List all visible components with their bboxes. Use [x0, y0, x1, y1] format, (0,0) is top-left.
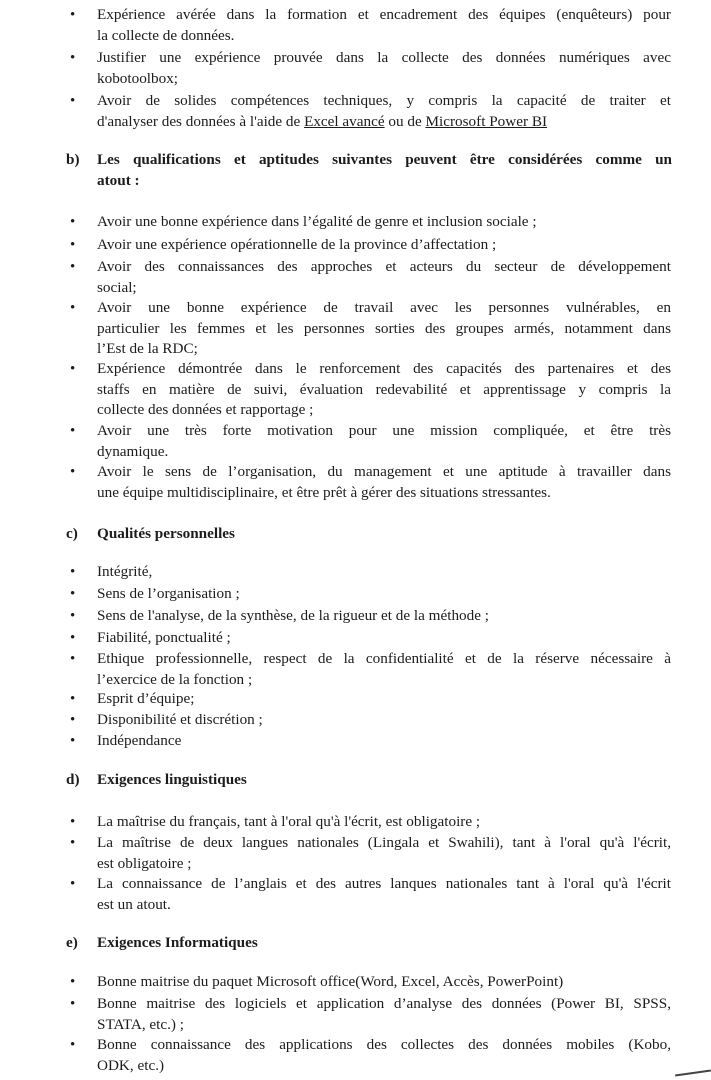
list-item-line: ODK, etc.)	[97, 1056, 165, 1074]
section-title-line: Qualités personnelles	[97, 525, 235, 542]
excel-avance-underlined: Excel avancé	[304, 112, 385, 130]
bullet-glyph: •	[70, 1037, 76, 1053]
list-item-line: Fiabilité, ponctualité ;	[97, 629, 231, 646]
list-item	[70, 462, 671, 503]
bullet-glyph: •	[70, 50, 76, 66]
bullet-glyph: •	[70, 423, 76, 439]
list-item-line: Justifier une expérience prouvée dans la collecte des données numériques avec	[97, 49, 671, 66]
bullet-glyph: •	[70, 259, 76, 275]
section-title	[97, 933, 672, 954]
section-title-line: atout :	[97, 171, 140, 189]
list-item	[70, 731, 671, 752]
list-item-line: Sens de l’organisation ;	[97, 585, 240, 602]
bullet-glyph: •	[70, 733, 76, 749]
list-item-line: Ethique professionnelle, respect de la confidentialité et de la réserve nécessaire à	[97, 650, 671, 667]
list-item	[70, 710, 671, 731]
list-item	[70, 812, 671, 833]
scan-edge-mark	[675, 1070, 711, 1077]
line-text: ou de	[384, 112, 426, 130]
list-item-line: Avoir des connaissances des approches et acteurs du secteur de développement	[97, 258, 671, 275]
bullet-glyph: •	[70, 876, 76, 892]
section-letter: b)	[66, 151, 80, 168]
bullet-glyph: •	[70, 630, 76, 646]
list-item	[70, 689, 671, 710]
list-item	[70, 5, 671, 46]
section-title	[97, 524, 672, 545]
list-item-line: Intégrité,	[97, 563, 153, 580]
list-item	[70, 994, 671, 1035]
bullet-glyph: •	[70, 996, 76, 1012]
bullet-glyph: •	[70, 586, 76, 602]
list-item-line: Sens de l'analyse, de la synthèse, de la rigueur et de la méthode ;	[97, 607, 489, 624]
list-item-line: social;	[97, 278, 137, 296]
list-item-line: particulier les femmes et les personnes sorties des groupes armés, notamment dans	[97, 319, 671, 337]
list-item-line: Avoir une expérience opérationnelle de la province d’affectation ;	[97, 236, 497, 253]
section-letter: e)	[66, 934, 78, 951]
list-item-line: Disponibilité et discrétion ;	[97, 711, 263, 728]
section-title	[97, 150, 672, 191]
bullet-glyph: •	[70, 214, 76, 230]
list-item-line: Bonne connaissance des applications des collectes des données mobiles (Kobo,	[97, 1036, 671, 1053]
list-item	[70, 212, 671, 233]
bullet-glyph: •	[70, 814, 76, 830]
bullet-glyph: •	[70, 464, 76, 480]
list-item-line: Bonne maitrise du paquet Microsoft office(Word, Excel, Accès, PowerPoint)	[97, 973, 564, 990]
list-item	[70, 649, 671, 690]
list-item-line: kobotoolbox;	[97, 69, 179, 87]
bullet-glyph: •	[70, 7, 76, 23]
section-title-line: Les qualifications et aptitudes suivantes peuvent être considérées comme un	[97, 151, 672, 168]
list-item-line: la collecte de données.	[97, 26, 235, 44]
list-item	[70, 298, 671, 360]
list-item-line: Expérience avérée dans la formation et encadrement des équipes (enquêteurs) pour	[97, 6, 671, 23]
list-item-line: est obligatoire ;	[97, 854, 192, 872]
power-bi-underlined: Microsoft Power BI	[425, 112, 548, 130]
list-item	[70, 606, 671, 627]
list-item-line: La connaissance de l’anglais et des autres lanques nationales tant à l'oral qu'à l'écrit	[97, 875, 671, 892]
bullet-glyph: •	[70, 237, 76, 253]
line-text: d'analyser des données à l'aide de	[97, 112, 305, 130]
list-item-line: Expérience démontrée dans le renforcement des capacités des partenaires et des	[97, 360, 671, 377]
list-item-line: staffs en matière de suivi, évaluation redevabilité et apprentissage y compris la	[97, 380, 671, 398]
list-item-line: Bonne maitrise des logiciels et application d’analyse des données (Power BI, SPSS,	[97, 995, 671, 1012]
list-item-line: La maîtrise de deux langues nationales (Lingala et Swahili), tant à l'oral qu'à l'écrit,	[97, 834, 671, 851]
list-item-line: Avoir une bonne expérience de travail avec les personnes vulnérables, en	[97, 299, 671, 316]
bullet-glyph: •	[70, 608, 76, 624]
list-item	[70, 1035, 671, 1076]
bullet-glyph: •	[70, 835, 76, 851]
list-item-line: l’Est de la RDC;	[97, 340, 198, 357]
bullet-glyph: •	[70, 651, 76, 667]
bullet-glyph: •	[70, 974, 76, 990]
list-item-line: est un atout.	[97, 895, 171, 913]
list-item-line: collecte des données et rapportage ;	[97, 401, 314, 418]
list-item-line: La maîtrise du français, tant à l'oral qu'à l'écrit, est obligatoire ;	[97, 813, 481, 830]
section-letter: d)	[66, 771, 80, 788]
list-item-line: Avoir une très forte motivation pour une mission compliquée, et être très	[97, 422, 671, 439]
list-item-line: dynamique.	[97, 442, 169, 460]
section-letter: c)	[66, 525, 78, 542]
bullet-glyph: •	[70, 300, 76, 316]
bullet-glyph: •	[70, 93, 76, 109]
list-item-line: Avoir de solides compétences techniques, y compris la capacité de traiter et	[97, 92, 671, 109]
list-item-line	[97, 112, 671, 133]
list-item-line: une équipe multidisciplinaire, et être prêt à gérer des situations stressantes.	[97, 483, 551, 501]
list-item	[70, 421, 671, 462]
list-item	[70, 628, 671, 649]
list-item-line: l’exercice de la fonction ;	[97, 670, 253, 688]
list-item-line: STATA, etc.) ;	[97, 1015, 184, 1033]
section-title	[97, 770, 672, 791]
bullet-glyph: •	[70, 691, 76, 707]
list-item	[70, 359, 671, 421]
bullet-glyph: •	[70, 564, 76, 580]
list-item	[70, 257, 671, 298]
list-item-line: Esprit d’équipe;	[97, 690, 195, 707]
list-item-line: Avoir le sens de l’organisation, du management et une aptitude à travailler dans	[97, 463, 671, 480]
list-item	[70, 562, 671, 583]
section-title-line: Exigences Informatiques	[97, 934, 258, 951]
list-item	[70, 972, 671, 993]
section-title-line: Exigences linguistiques	[97, 771, 247, 788]
list-item	[70, 874, 671, 915]
list-item	[70, 48, 671, 89]
list-item	[70, 584, 671, 605]
list-item	[70, 91, 671, 132]
list-item	[70, 833, 671, 874]
bullet-glyph: •	[70, 361, 76, 377]
bullet-glyph: •	[70, 712, 76, 728]
list-item-line: Avoir une bonne expérience dans l’égalité de genre et inclusion sociale ;	[97, 213, 537, 230]
list-item	[70, 235, 671, 256]
list-item-line: Indépendance	[97, 732, 182, 749]
